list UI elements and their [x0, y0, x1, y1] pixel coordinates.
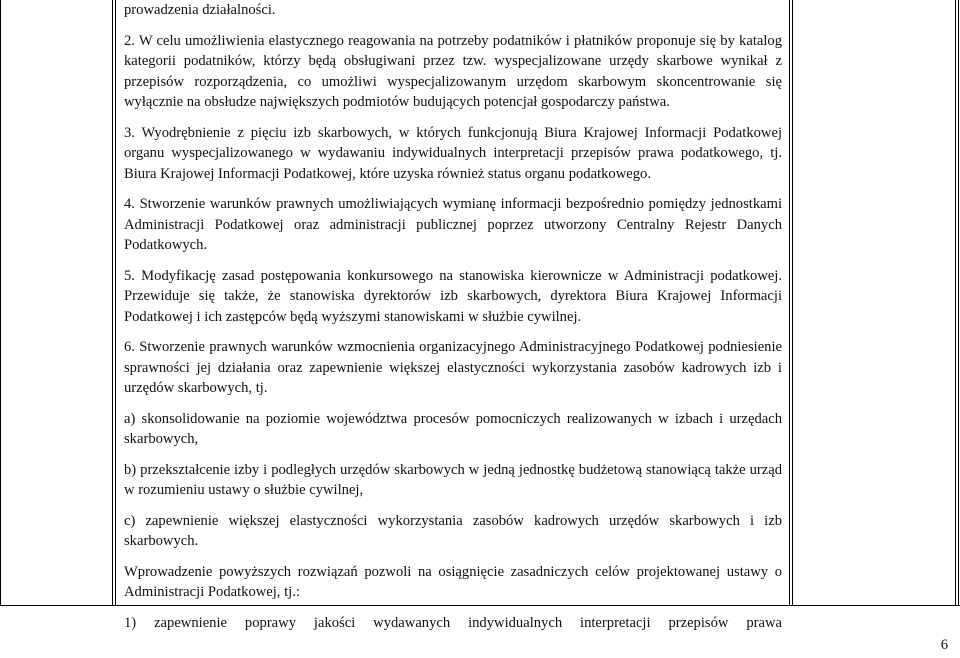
- table-column-divider: [789, 0, 790, 606]
- page-number: 6: [940, 637, 948, 653]
- paragraph-summary: Wprowadzenie powyższych rozwiązań pozwoli na osiągnięcie zasadniczych celów projektowanej ustawy o Administracji Podatkowej, tj.:: [124, 563, 782, 600]
- table-border-left: [0, 0, 1, 606]
- table-column-divider: [115, 0, 116, 606]
- paragraph-item-5: 5. Modyfikację zasad postępowania konkursowego na stanowiska kierownicze w Administracji podatkowej. Przewiduje się także, że stanowiska dyrektorów izb skarbowych, dyrektora Biura Krajowej Informacji Podatkowej i ich zastępców będą wyższymi stanowiskami w służbie cywilnej.: [124, 267, 782, 325]
- paragraph-continuation: prowadzenia działalności.: [124, 2, 276, 18]
- table-column-divider: [955, 0, 956, 606]
- paragraph-item-2: 2. W celu umożliwienia elastycznego reagowania na potrzeby podatników i płatników proponuje się by katalog kategorii podatników, którzy będą obsługiwani przez tzw. wyspecjalizowane urzędy skarbowe wynikał z przepisów rozporządzenia, co umożliwi wyspecjalizowanym urzędom skarbowym skoncentrowanie się wyłącznie na obsłudze największych podmiotów budujących potencjał gospodarczy państwa.: [124, 32, 782, 110]
- paragraph-subitem-a: a) skonsolidowanie na poziomie województwa procesów pomocniczych realizowanych w izbach i urzędach skarbowych,: [124, 410, 782, 447]
- paragraph-list-item-1: 1) zapewnienie poprawy jakości wydawanych indywidualnych interpretacji przepisów prawa: [124, 614, 782, 631]
- table-border-right: [958, 0, 959, 606]
- paragraph-item-4: 4. Stworzenie warunków prawnych umożliwiających wymianę informacji bezpośrednio pomiędzy jednostkami Administracji Podatkowej oraz administracji publicznej poprzez utworzony Centralny Rejestr Danych Podatkowych.: [124, 196, 782, 253]
- document-text-cell: [124, 0, 782, 633]
- paragraph-item-3: 3. Wyodrębnienie z pięciu izb skarbowych, w których funkcjonują Biura Krajowej Informacji Podatkowej organu wyspecjalizowanego w wydawaniu indywidualnych interpretacji przepisów prawa podatkowego, tj. Biura Krajowej Informacji Podatkowej, które uzyska również status organu podatkowego.: [124, 124, 782, 182]
- paragraph-item-6: 6. Stworzenie prawnych warunków wzmocnienia organizacyjnego Administracyjnego Podatkowej podniesienie sprawności jej działania oraz zapewnienie większej elastyczności wykorzystania zasobów kadrowych izb i urzędów skarbowych, tj.: [124, 339, 782, 396]
- paragraph-subitem-b: b) przekształcenie izby i podległych urzędów skarbowych w jedną jednostkę budżetową stanowiącą także urząd w rozumieniu ustawy o służbie cywilnej,: [124, 461, 782, 498]
- table-column-divider: [792, 0, 793, 606]
- table-column-divider: [112, 0, 113, 606]
- paragraph-subitem-c: c) zapewnienie większej elastyczności wykorzystania zasobów kadrowych urzędów skarbowych i izb skarbowych.: [124, 512, 782, 549]
